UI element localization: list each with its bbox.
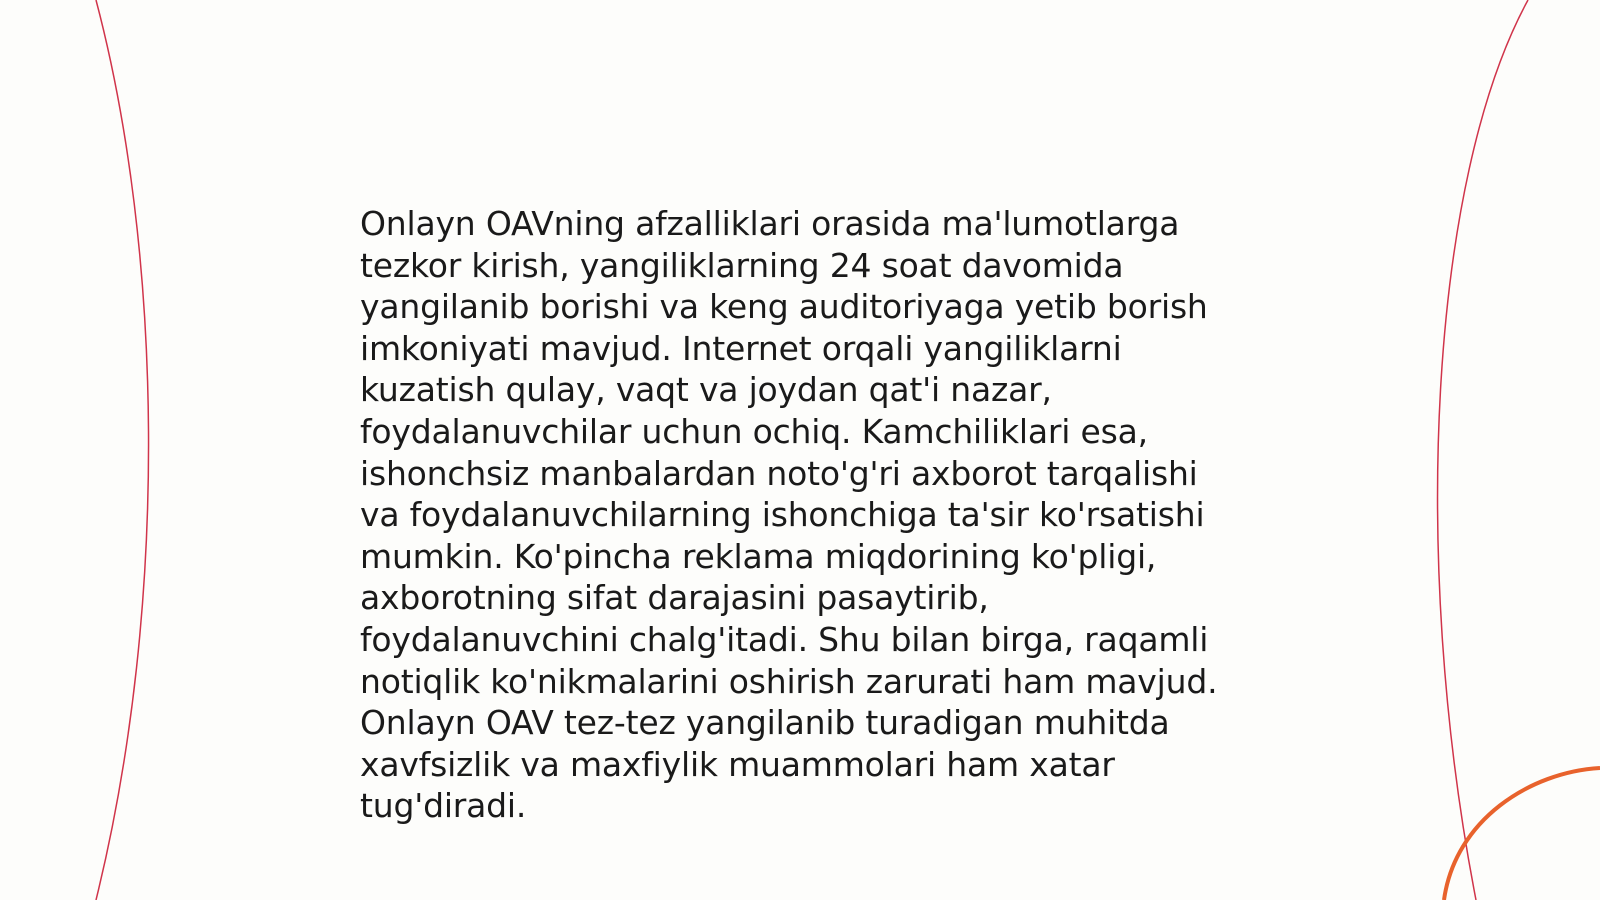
accent-arc <box>1444 768 1600 900</box>
left-curve-line <box>96 0 149 900</box>
right-curve-line <box>1438 0 1528 900</box>
slide-body-text: Onlayn OAVning afzalliklari orasida ma'lumotlarga tezkor kirish, yangiliklarning 24 soat davomida yangilanib borishi va keng auditoriyaga yetib borish imkoniyati mavjud. Internet orqali yangiliklarni kuzatish qulay, vaqt va joydan qat'i nazar, foydalanuvchilar uchun ochiq. Kamchiliklari esa, ishonchsiz manbalardan noto'g'ri axborot tarqalishi va foydalanuvchilarning ishonchiga ta'sir ko'rsatishi mumkin. Ko'pincha reklama miqdorining ko'pligi, axborotning sifat darajasini pasaytirib, foydalanuvchini chalg'itadi. Shu bilan birga, raqamli notiqlik ko'nikmalarini oshirish zarurati ham mavjud. Onlayn OAV tez-tez yangilanib turadigan muhitda xavfsizlik va maxfiylik muammolari ham xatar tug'diradi. <box>360 204 1218 826</box>
